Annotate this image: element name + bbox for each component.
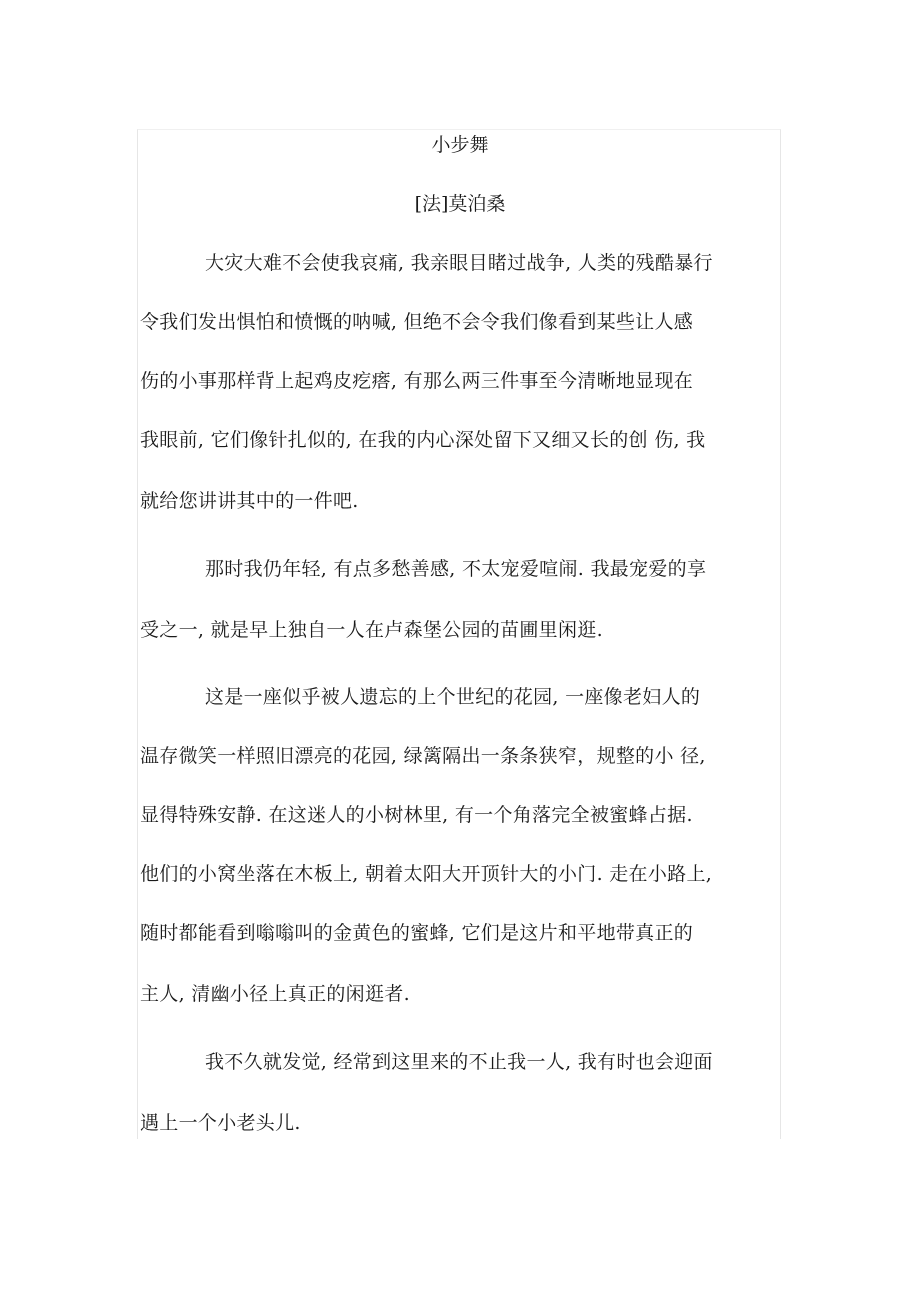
paragraph-3-line-3: 显得特殊安静. 在这迷人的小树林里, 有一个角落完全被蜜蜂占据. [140, 804, 693, 826]
paragraph-3-line-2: 温存微笑一样照旧漂亮的花园, 绿篱隔出一条条狭窄，规整的小 径, [140, 745, 706, 767]
paragraph-2-line-1: 那时我仍年轻, 有点多愁善感, 不太宠爱喧闹. 我最宠爱的享 [205, 558, 707, 580]
paragraph-1-line-3: 伤的小事那样背上起鸡皮疙瘩, 有那么两三件事至今清晰地显现在 [140, 370, 694, 392]
paragraph-1-line-1: 大灾大难不会使我哀痛, 我亲眼目睹过战争, 人类的残酷暴行 [205, 252, 713, 274]
paragraph-4-line-2: 遇上一个小老头儿. [140, 1112, 301, 1134]
document-title: 小步舞 [431, 134, 489, 156]
paragraph-1-line-4: 我眼前, 它们像针扎似的, 在我的内心深处留下又细又长的创 伤, 我 [140, 429, 706, 451]
paragraph-3-line-6: 主人, 清幽小径上真正的闲逛者. [140, 983, 410, 1005]
paragraph-4-line-1: 我不久就发觉, 经常到这里来的不止我一人, 我有时也会迎面 [205, 1051, 713, 1073]
document-author: [法]莫泊桑 [414, 193, 506, 215]
paragraph-1-line-2: 令我们发出惧怕和愤慨的呐喊, 但绝不会令我们像看到某些让人感 [140, 311, 694, 333]
paragraph-3-line-1: 这是一座似乎被人遗忘的上个世纪的花园, 一座像老妇人的 [205, 686, 701, 708]
paragraph-1-line-5: 就给您讲讲其中的一件吧. [140, 490, 359, 512]
paragraph-3-line-5: 随时都能看到嗡嗡叫的金黄色的蜜蜂, 它们是这片和平地带真正的 [140, 922, 694, 944]
paragraph-2-line-2: 受之一, 就是早上独自一人在卢森堡公园的苗圃里闲逛. [140, 619, 603, 641]
paragraph-3-line-4: 他们的小窝坐落在木板上, 朝着太阳大开顶针大的小门. 走在小路上, [140, 863, 713, 885]
